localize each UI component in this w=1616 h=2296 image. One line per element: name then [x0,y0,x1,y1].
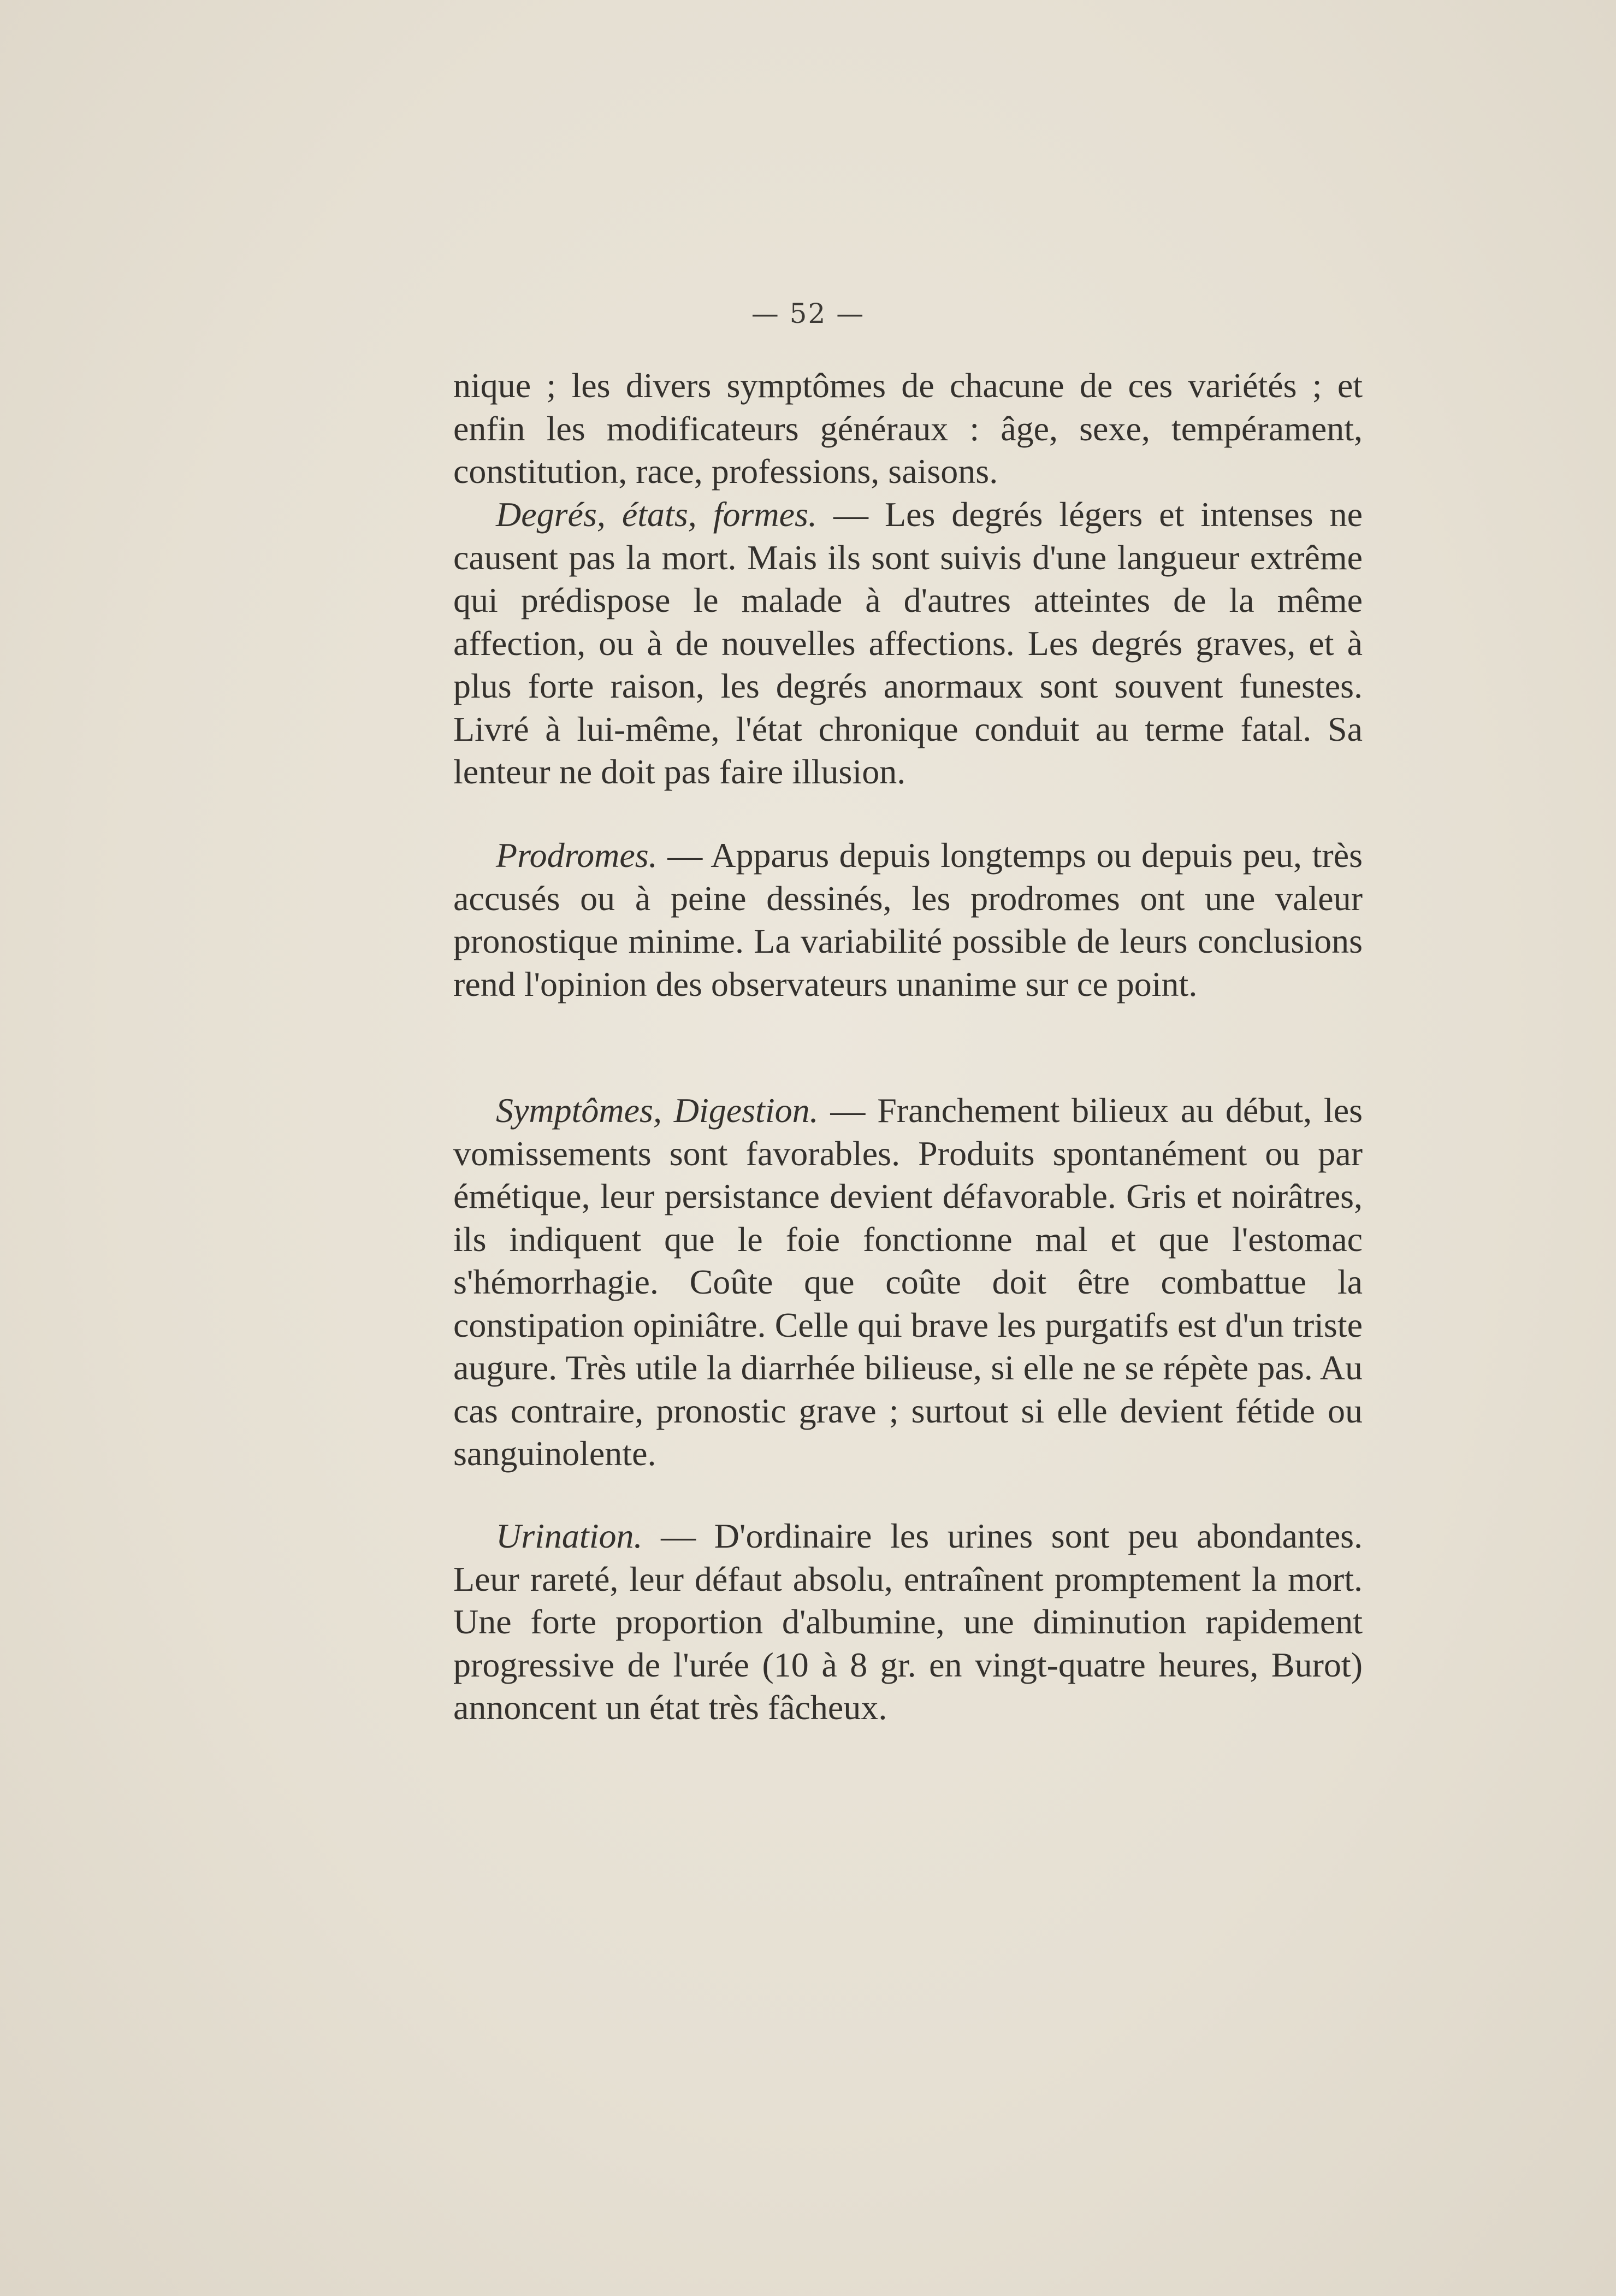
page-number: — 52 — [751,298,865,329]
heading-dash: — [818,1091,878,1130]
paragraph-text: nique ; les divers symptômes de chacune de ces variétés ; et enfin les modificateurs généraux : âge, sexe, tempérament, constitution, race, professions, saisons. [453,366,1363,491]
section-heading: Degrés, états, formes. [496,495,817,534]
section-heading: Symptômes, Digestion. [496,1091,819,1130]
paragraph-text: Franchement bilieux au début, les vomissements sont favorables. Produits spontanément ou par émétique, leur persistance devient défavorable. Gris et noirâtres, ils indiquent que le foie fonctionne mal et que l'estomac s'hémorrhagie. Coûte que coûte doit être combattue la constipation opiniâtre. Celle qui brave les purgatifs est d'un triste augure. Très utile la diarrhée bilieuse, si elle ne se répète pas. Au cas contraire, pronostic grave ; surtout si elle devient fétide ou sanguinolente. [453,1091,1363,1473]
heading-dash: — [816,495,885,534]
paragraph-continuation [453,364,1363,493]
paragraph-text: Apparus depuis longtemps ou depuis peu, très accusés ou à peine dessinés, les prodromes ont une valeur pronostique minime. La variabilité possible de leurs conclusions rend l'opinion des observateurs unanime sur ce point. [453,836,1363,1004]
section-heading: Prodromes. [496,836,658,875]
section-heading: Urination. [496,1516,643,1555]
paragraph-prodromes [453,834,1363,1006]
heading-dash: — [642,1516,714,1555]
paragraph-symptomes [453,1089,1363,1475]
paragraph-text: Les degrés légers et intenses ne causent pas la mort. Mais ils sont suivis d'une langueur extrême qui prédispose le malade à d'autres atteintes de la même affection, ou à de nouvelles affections. Les degrés graves, et à plus forte raison, les degrés anormaux sont souvent funestes. Livré à lui-même, l'état chronique conduit au terme fatal. Sa lenteur ne doit pas faire illusion. [453,495,1363,791]
paragraph-text: D'ordinaire les urines sont peu abondantes. Leur rareté, leur défaut absolu, entraînent promptement la mort. Une forte proportion d'albumine, une diminution rapidement progressive de l'urée (10 à 8 gr. en vingt-quatre heures, Burot) annoncent un état très fâcheux. [453,1516,1363,1727]
paragraph-urination [453,1515,1363,1730]
paragraph-degres [453,493,1363,794]
heading-dash: — [657,836,711,875]
